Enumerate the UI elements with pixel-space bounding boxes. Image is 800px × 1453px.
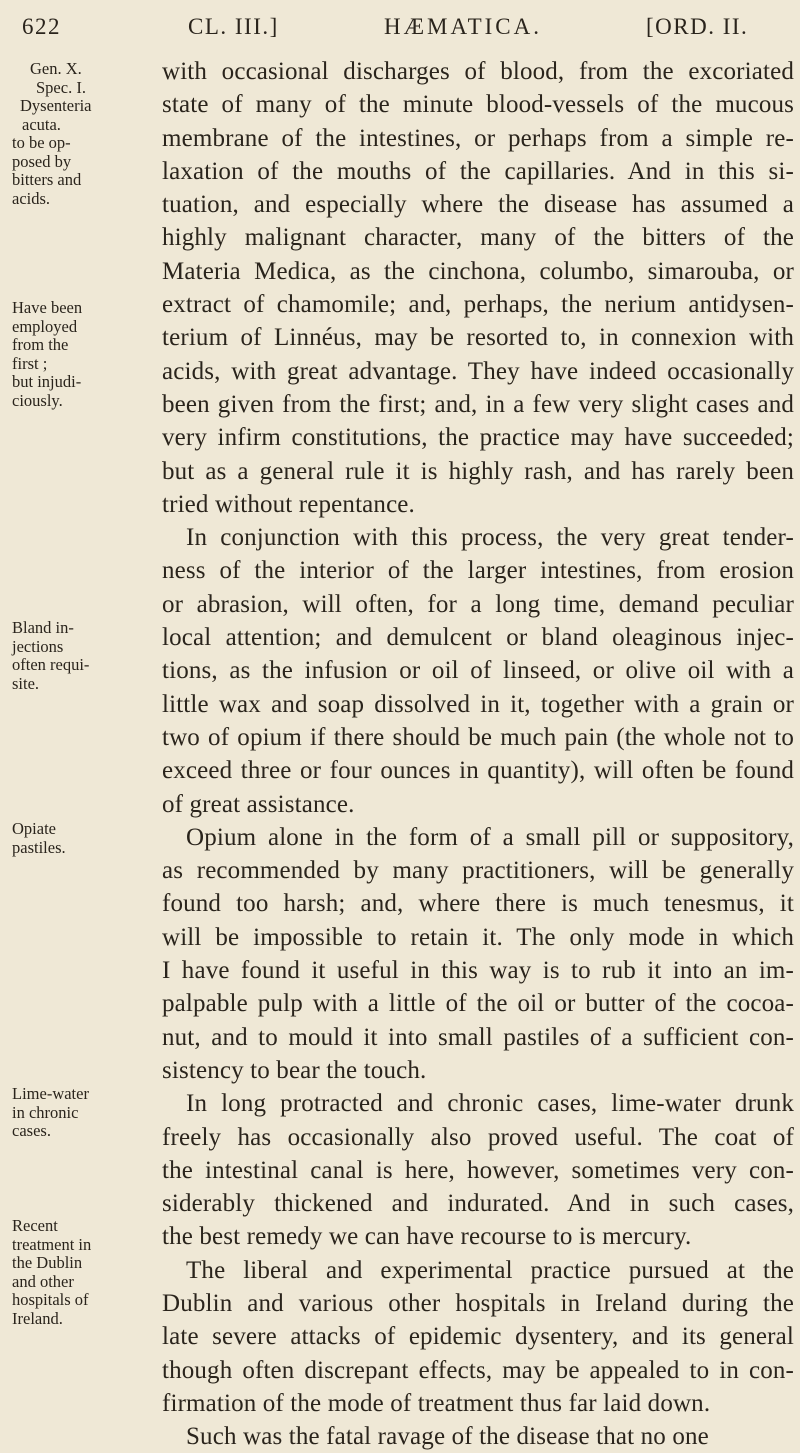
- margin-note-genus: [12, 60, 160, 134]
- text-line: the intestinal canal is here, however, sometimes very con-: [162, 1156, 794, 1184]
- text-line: the best remedy we can have recourse to is mercury.: [162, 1223, 692, 1251]
- margin-line: cases.: [12, 1121, 51, 1140]
- text-line: little wax and soap dissolved in it, together with a grain or: [162, 690, 794, 718]
- margin-line: the Dublin: [12, 1253, 83, 1272]
- text-line: laxation of the mouths of the capillaries. And in this si-: [162, 157, 794, 185]
- text-line: local attention; and demulcent or bland oleaginous injec-: [162, 624, 794, 652]
- order-ref: [ORD. II.: [646, 14, 749, 39]
- margin-line: ciously.: [12, 390, 63, 410]
- text-line: ness of the interior of the larger intestines, from erosion: [162, 557, 794, 585]
- margin-line: Lime-water: [12, 1084, 89, 1103]
- margin-line: Recent: [12, 1216, 58, 1235]
- margin-note-opiate: [12, 820, 160, 857]
- margin-line: treatment in: [12, 1234, 92, 1254]
- margin-note-recent-treatment: [12, 1217, 160, 1328]
- text-line: very infirm constitutions, the practice may have succeeded;: [162, 424, 794, 452]
- text-line: found too harsh; and, where there is much tenesmus, it: [162, 890, 794, 918]
- text-line: but as a general rule it is highly rash, and has rarely been: [162, 457, 794, 485]
- chapter-ref: CL. III.]: [188, 14, 279, 39]
- text-line: exceed three or four ounces in quantity), will often be found: [162, 757, 794, 785]
- margin-line: site.: [12, 673, 40, 693]
- margin-line: pastiles.: [12, 837, 66, 857]
- text-line: tried without repentance.: [162, 490, 415, 518]
- text-line: late severe attacks of epidemic dysentery, and its general: [162, 1323, 794, 1351]
- margin-line: Have been: [12, 298, 83, 317]
- text-line: firmation of the mode of treatment thus far laid down.: [162, 1389, 711, 1417]
- text-line: with occasional discharges of blood, from the excoriated: [162, 58, 794, 85]
- text-line: state of many of the minute blood-vessels of the mucous: [162, 91, 794, 119]
- margin-line: Opiate: [12, 819, 56, 838]
- margin-line: acuta.: [22, 114, 61, 134]
- text-line: siderably thickened and indurated. And in such cases,: [162, 1190, 794, 1218]
- text-line: of great assistance.: [162, 790, 355, 818]
- text-line: terium of Linnéus, may be resorted to, in connexion with: [162, 324, 794, 352]
- page-number: 622: [22, 14, 61, 39]
- running-title: HÆMATICA.: [384, 14, 542, 39]
- margin-note-employed: [12, 299, 160, 410]
- margin-line: hospitals of: [12, 1290, 89, 1309]
- margin-line: employed: [12, 316, 78, 336]
- margin-line: acids.: [12, 188, 51, 208]
- text-line: In conjunction with this process, the very great tender-: [186, 524, 794, 552]
- text-line: though often discrepant effects, may be appealed to in con-: [162, 1356, 794, 1384]
- margin-line: Spec. I.: [36, 77, 86, 97]
- margin-line: to be op-: [12, 133, 71, 152]
- margin-line: Ireland.: [12, 1308, 63, 1328]
- running-header: [0, 0, 800, 50]
- margin-line: posed by: [12, 151, 72, 171]
- text-line: acids, with great advantage. They have indeed occasionally: [162, 357, 794, 385]
- text-line: The liberal and experimental practice pursued at the: [186, 1256, 794, 1284]
- margin-line: first ;: [12, 353, 48, 373]
- text-line: two of opium if there should be much pain (the whole not to: [162, 723, 794, 751]
- text-line: nut, and to mould it into small pastiles of a sufficient con-: [162, 1023, 794, 1051]
- margin-line: Gen. X.: [30, 59, 82, 78]
- text-line: will be impossible to retain it. The only mode in which: [162, 923, 794, 951]
- margin-line: but injudi-: [12, 372, 82, 391]
- text-line: tions, as the infusion or oil of linseed, or olive oil with a: [162, 657, 794, 685]
- text-line: In long protracted and chronic cases, lime-water drunk: [186, 1090, 794, 1118]
- text-line: membrane of the intestines, or perhaps from a simple re-: [162, 124, 794, 152]
- text-line: been given from the first; and, in a few very slight cases and: [162, 390, 794, 418]
- text-line: Such was the fatal ravage of the disease that no one: [186, 1423, 709, 1451]
- text-line: I have found it useful in this way is to rub it into an im-: [162, 957, 794, 985]
- text-line: highly malignant character, many of the bitters of the: [162, 224, 794, 252]
- text-line: freely has occasionally also proved useful. The coat of: [162, 1123, 794, 1151]
- text-line: Materia Medica, as the cinchona, columbo, simarouba, or: [162, 257, 794, 285]
- margin-note-bitters: [12, 134, 160, 208]
- margin-line: in chronic: [12, 1102, 79, 1122]
- margin-line: bitters and: [12, 170, 82, 189]
- text-line: sistency to bear the touch.: [162, 1056, 427, 1084]
- margin-line: Dysenteria: [20, 96, 92, 115]
- margin-line: jections: [12, 636, 64, 656]
- text-line: palpable pulp with a little of the oil or butter of the cocoa-: [162, 990, 794, 1018]
- text-line: extract of chamomile; and, perhaps, the nerium antidysen-: [162, 291, 794, 319]
- margin-line: Bland in-: [12, 618, 74, 637]
- text-line: as recommended by many practitioners, will be generally: [162, 857, 794, 885]
- margin-line: from the: [12, 335, 69, 354]
- margin-note-lime-water: [12, 1085, 160, 1141]
- text-line: Dublin and various other hospitals in Ireland during the: [162, 1289, 794, 1317]
- body-text: [162, 55, 794, 1453]
- margin-line: often requi-: [12, 655, 90, 674]
- text-line: or abrasion, will often, for a long time, demand peculiar: [162, 590, 794, 618]
- margin-line: and other: [12, 1271, 74, 1291]
- margin-note-injections: [12, 619, 160, 693]
- text-line: Opium alone in the form of a small pill or suppository,: [186, 823, 794, 851]
- text-line: tuation, and especially where the disease has assumed a: [162, 191, 794, 219]
